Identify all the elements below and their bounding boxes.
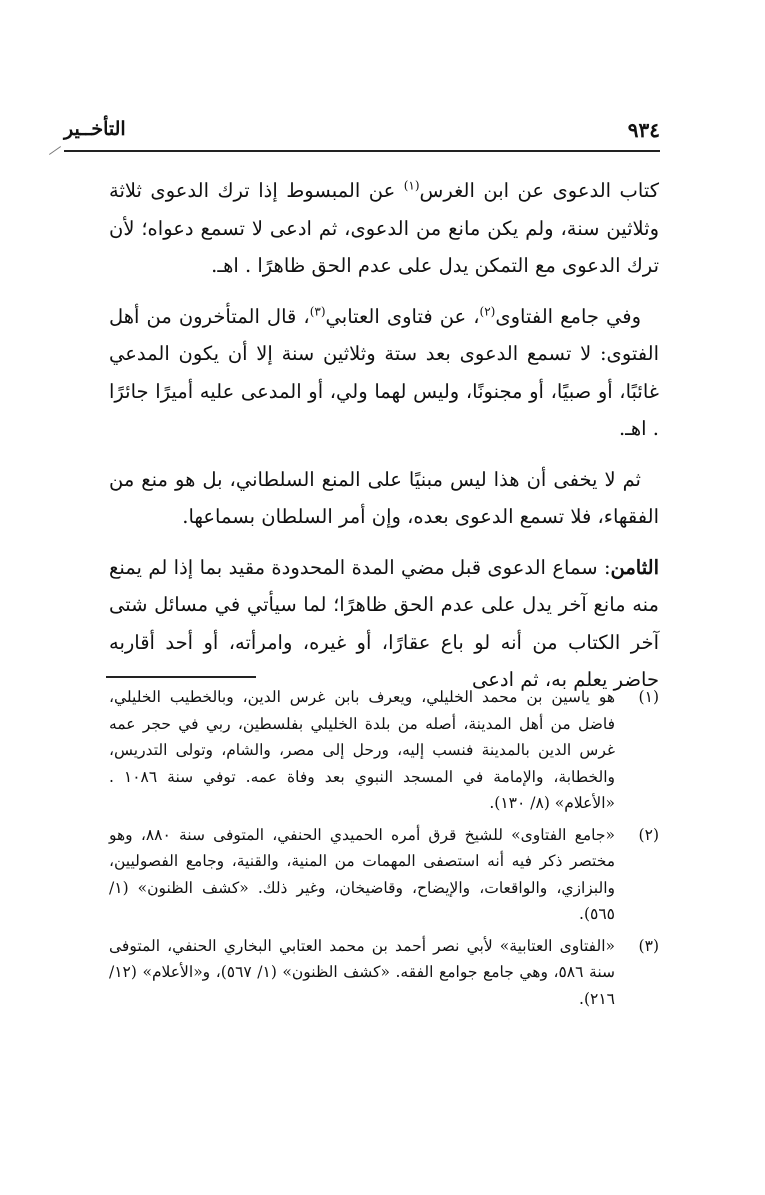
paragraph-3-text: ثم لا يخفى أن هذا ليس مبنيًا على المنع السلطاني، بل هو منع من الفقهاء، فلا تسمع الدعوى بعده، وإن أمر السلطان بسماعها.: [109, 467, 659, 528]
page-number: ٩٣٤: [627, 118, 660, 142]
footnote-2: [109, 822, 659, 928]
footnote-1: [109, 684, 659, 817]
footnote-ref-3: (٣): [309, 304, 326, 318]
margin-mark: [49, 146, 61, 155]
header-divider: [64, 150, 660, 152]
footnote-ref-1: (١): [403, 178, 420, 193]
footnote-3-number: (٣): [638, 936, 659, 955]
running-title: التأخــير: [64, 118, 126, 140]
section-lead-word: الثامن: [610, 555, 659, 579]
footnote-3: [109, 933, 659, 1013]
paragraph-4-text: : سماع الدعوى قبل مضي المدة المحدودة مقيد بما إذا لم يمنع منه مانع آخر يدل على عدم الحق ظاهرًا؛ لما سيأتي في مسائل شتى آخر الكتاب من أنه لو باع عقارًا، أو غيره، وامرأته، أو أحد أقاربه حاضر يعلم به، ثم ادعى: [109, 555, 659, 691]
footnote-1-number: (١): [638, 688, 659, 706]
footnote-2-number: (٢): [638, 825, 659, 844]
paragraph-1-text-b: عن المبسوط إذا ترك الدعوى ثلاثة وثلاثين سنة، ولم يكن مانع من الدعوى، ثم ادعى لا تسمع دعواه؛ لأن ترك الدعوى مع التمكن يدل على عدم الحق ظاهرًا . اهـ.: [109, 179, 659, 277]
footnote-3-text: «الفتاوى العتابية» لأبي نصر أحمد بن محمد العتابي البخاري الحنفي، المتوفى سنة ٥٨٦، وهي جامع جوامع الفقه. «كشف الظنون» (١/ ٥٦٧)، و«الأعلام» (١٢/ ٢١٦).: [109, 936, 615, 1008]
paragraph-2-text-c: ، قال المتأخرون من أهل الفتوى: لا تسمع الدعوى بعد ستة وثلاثين سنة إلا أن يكون المدعي غائبًا، أو صبيًا، أو مجنونًا، وليس لهما ولي، أو المدعى عليه أميرًا جائرًا . اهـ.: [109, 304, 659, 440]
footnote-1-text: هو ياسين بن محمد الخليلي، ويعرف بابن غرس الدين، وبالخطيب الخليلي، فاضل من أهل المدينة، أصله من بلدة الخليلي بفلسطين، ربي في حجر عمه غرس الدين بالمدينة فنسب إليه، ورحل إلى مصر، والشام، وتولى التدريس، والخطابة، والإمامة في المسجد النبوي بعد وفاة عمه. توفي سنة ١٠٨٦ . «الأعلام» (٨/ ١٣٠).: [109, 688, 615, 812]
paragraph-3: [109, 461, 659, 536]
footnote-2-text: «جامع الفتاوى» للشيخ قرق أمره الحميدي الحنفي، المتوفى سنة ٨٨٠، وهو مختصر ذكر فيه أنه استصفى المهمات من المنية، والقنية، وجامع الفصوليين، والبزازي، والواقعات، والإيضاح، وقاضيخان، وغير ذلك. «كشف الظنون» (١/ ٥٦٥).: [109, 825, 615, 923]
paragraph-1-text-a: كتاب الدعوى عن ابن الغرس: [419, 179, 659, 202]
paragraph-1: [109, 172, 659, 285]
paragraph-2-text-a: وفي جامع الفتاوى: [495, 304, 641, 328]
page-header: [64, 118, 660, 152]
footnotes: [109, 684, 659, 1017]
paragraph-2: [109, 298, 659, 448]
footnote-divider: [106, 676, 256, 678]
paragraph-2-text-b: ، عن فتاوى العتابي: [325, 304, 480, 328]
main-text: [109, 172, 659, 712]
footnote-ref-2: (٢): [479, 304, 496, 318]
